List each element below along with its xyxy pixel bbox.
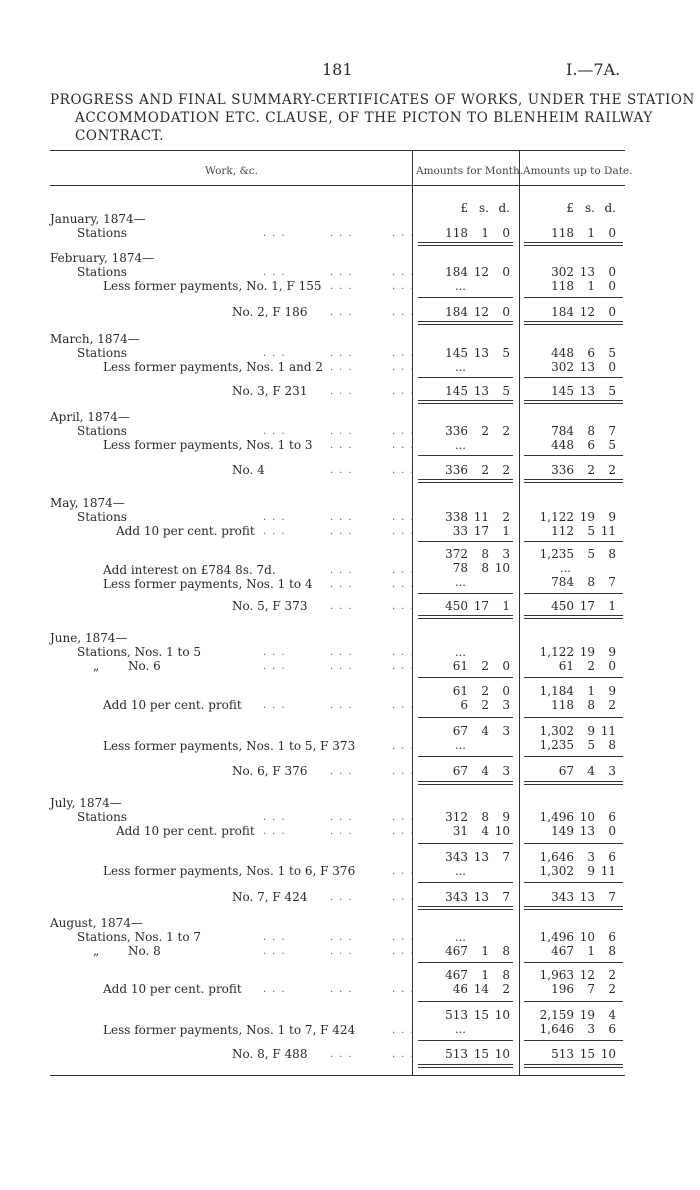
leader-dots: ... [392, 228, 420, 239]
subtotal-rule [418, 717, 513, 718]
total-rule [524, 784, 623, 785]
subtotal-rule [418, 756, 513, 757]
leader-dots: ... [330, 440, 358, 451]
amount-month: 145 13 5 [445, 346, 510, 360]
total-rule [524, 479, 623, 480]
total-rule [418, 1064, 513, 1065]
certificate-label: No. 4 [232, 463, 265, 477]
total-rule [418, 781, 513, 782]
leader-dots: ... [392, 426, 420, 437]
month-heading: March, 1874— [50, 332, 140, 346]
leader-dots: ... [392, 281, 420, 292]
leader-dots: ... [392, 1025, 420, 1036]
leader-dots: ... [330, 267, 358, 278]
leader-dots: ... [330, 700, 358, 711]
leader-dots: ... [392, 601, 420, 612]
leader-dots: ... [392, 386, 420, 397]
leader-dots: ... [263, 526, 291, 537]
leader-dots: ... [392, 465, 420, 476]
amount-to-date: 1,963 12 2 [539, 968, 616, 982]
subtotal-rule [524, 297, 623, 298]
leader-dots: ... [392, 866, 420, 877]
certificate-amount-to-date: 67 4 3 [558, 764, 616, 778]
nil-entry: ... [455, 575, 466, 589]
row-label: Add 10 per cent. profit [116, 524, 255, 538]
subtotal-rule [524, 541, 623, 542]
leader-dots: ... [330, 281, 358, 292]
amount-to-date: 2,159 19 4 [539, 1008, 616, 1022]
subtotal-rule [418, 377, 513, 378]
certificate-amount-month: 343 13 7 [445, 890, 510, 904]
amount-to-date: 784 8 7 [551, 575, 616, 589]
row-label: Stations [77, 424, 127, 438]
row-label: Less former payments, Nos. 1 to 4 [103, 577, 313, 591]
amount-month: 61 2 0 [452, 684, 510, 698]
month-heading: January, 1874— [50, 212, 146, 226]
amount-to-date: 149 13 0 [551, 824, 616, 838]
subtotal-rule [524, 377, 623, 378]
nil-entry: ... [455, 738, 466, 752]
leader-dots: ... [392, 348, 420, 359]
leader-dots: ... [392, 812, 420, 823]
leader-dots: ... [330, 348, 358, 359]
month-heading: July, 1874— [50, 796, 122, 810]
amount-month: 513 15 10 [445, 1008, 510, 1022]
leader-dots: ... [392, 766, 420, 777]
amount-month: 372 8 3 [445, 547, 510, 561]
title-line-2: ACCOMMODATION ETC. CLAUSE, OF THE PICTON TO BLENHEIM RAILWAY [75, 110, 653, 126]
certificate-amount-month: 67 4 3 [452, 764, 510, 778]
certificate-amount-month: 450 17 1 [445, 599, 510, 613]
leader-dots: ... [263, 812, 291, 823]
amount-to-date: 112 5 11 [551, 524, 616, 538]
row-label: Add 10 per cent. profit [103, 982, 242, 996]
certificate-label: No. 2, F 186 [232, 305, 308, 319]
paper-reference: I.—7A. [566, 60, 621, 79]
total-rule [418, 403, 513, 404]
certificate-label: No. 5, F 373 [232, 599, 308, 613]
leader-dots: ... [392, 661, 420, 672]
subtotal-rule [418, 541, 513, 542]
leader-dots: ... [263, 700, 291, 711]
leader-dots: ... [330, 362, 358, 373]
total-rule [524, 1067, 623, 1068]
amount-to-date: 1,302 9 11 [539, 724, 616, 738]
leader-dots: ... [330, 661, 358, 672]
leader-dots: ... [263, 984, 291, 995]
row-label: Add 10 per cent. profit [103, 698, 242, 712]
total-rule [418, 400, 513, 401]
subtotal-rule [524, 1001, 623, 1002]
leader-dots: ... [263, 932, 291, 943]
subtotal-rule [418, 1001, 513, 1002]
row-label: Less former payments, Nos. 1 to 7, F 424 [103, 1023, 356, 1037]
amount-to-date: 784 8 7 [551, 424, 616, 438]
row-label: Stations [77, 265, 127, 279]
page-number: 181 [322, 60, 353, 79]
leader-dots: ... [263, 348, 291, 359]
certificate-label: No. 8, F 488 [232, 1047, 308, 1061]
certificate-amount-to-date: 184 12 0 [551, 305, 616, 319]
amount-month: 467 1 8 [445, 968, 510, 982]
total-rule [418, 615, 513, 616]
leader-dots: ... [330, 386, 358, 397]
leader-dots: ... [263, 661, 291, 672]
row-label: Add 10 per cent. profit [116, 824, 255, 838]
leader-dots: ... [392, 826, 420, 837]
title-line-1: PROGRESS AND FINAL SUMMARY-CERTIFICATES OF WORKS, UNDER THE STATION [50, 92, 695, 108]
amount-to-date: 196 7 2 [551, 982, 616, 996]
amount-to-date: 1,235 5 8 [539, 547, 616, 561]
row-label: Stations, Nos. 1 to 5 [77, 645, 202, 659]
amount-to-date: 118 1 0 [551, 279, 616, 293]
amount-month: 46 14 2 [452, 982, 510, 996]
leader-dots: ... [330, 526, 358, 537]
leader-dots: ... [392, 267, 420, 278]
column-header-work: Work, &c. [205, 165, 259, 177]
total-rule [524, 324, 623, 325]
total-rule [418, 482, 513, 483]
amount-to-date: 467 1 8 [551, 944, 616, 958]
total-rule [524, 400, 623, 401]
total-rule [524, 618, 623, 619]
amount-month: 336 2 2 [445, 424, 510, 438]
amount-to-date: 1,235 5 8 [539, 738, 616, 752]
amount-to-date: 1,184 1 9 [539, 684, 616, 698]
certificate-amount-to-date: 145 13 5 [551, 384, 616, 398]
subtotal-rule [524, 843, 623, 844]
row-label: Less former payments, Nos. 1 and 2 [103, 360, 324, 374]
currency-head-month: £ s. d. [460, 201, 510, 215]
certificate-amount-month: 513 15 10 [445, 1047, 510, 1061]
leader-dots: ... [330, 1049, 358, 1060]
nil-entry: ... [455, 645, 466, 659]
total-rule [524, 242, 623, 243]
amount-month: 31 4 10 [452, 824, 510, 838]
leader-dots: ... [263, 946, 291, 957]
leader-dots: ... [263, 267, 291, 278]
subtotal-rule [524, 1040, 623, 1041]
column-header-date: Amounts up to Date. [523, 165, 633, 177]
subtotal-rule [418, 593, 513, 594]
total-rule [418, 242, 513, 243]
month-heading: May, 1874— [50, 496, 125, 510]
subtotal-rule [418, 843, 513, 844]
month-heading: June, 1874— [50, 631, 128, 645]
amount-to-date: 1,122 19 9 [539, 510, 616, 524]
leader-dots: ... [392, 579, 420, 590]
leader-dots: ... [330, 579, 358, 590]
amount-month: 67 4 3 [452, 724, 510, 738]
leader-dots: ... [330, 826, 358, 837]
leader-dots: ... [263, 228, 291, 239]
total-rule [524, 245, 623, 246]
total-rule [418, 784, 513, 785]
amount-month: 6 2 3 [460, 698, 510, 712]
leader-dots: ... [330, 601, 358, 612]
table-top-rule [50, 150, 625, 151]
total-rule [418, 324, 513, 325]
amount-to-date: 448 6 5 [551, 346, 616, 360]
total-rule [418, 909, 513, 910]
amount-month: 338 11 2 [445, 510, 510, 524]
leader-dots: ... [330, 512, 358, 523]
amount-to-date: 1,302 9 11 [539, 864, 616, 878]
month-heading: April, 1874— [50, 410, 130, 424]
certificate-amount-to-date: 513 15 10 [551, 1047, 616, 1061]
leader-dots: ... [330, 946, 358, 957]
amount-month: 467 1 8 [445, 944, 510, 958]
total-rule [418, 321, 513, 322]
subtotal-rule [524, 677, 623, 678]
amount-to-date: 302 13 0 [551, 360, 616, 374]
column-header-month: Amounts for Month. [416, 165, 524, 177]
total-rule [524, 615, 623, 616]
nil-entry: ... [455, 864, 466, 878]
row-label: Stations [77, 510, 127, 524]
title-line-3: CONTRACT. [75, 128, 165, 144]
month-heading: February, 1874— [50, 251, 155, 265]
leader-dots: ... [330, 565, 358, 576]
leader-dots: ... [263, 512, 291, 523]
leader-dots: ... [392, 700, 420, 711]
nil-entry: ... [560, 561, 571, 575]
total-rule [524, 781, 623, 782]
leader-dots: ... [330, 984, 358, 995]
ditto-mark: „ [93, 944, 100, 958]
currency-head-date: £ s. d. [566, 201, 616, 215]
header-rule [50, 185, 625, 186]
total-rule [524, 403, 623, 404]
leader-dots: ... [392, 1049, 420, 1060]
subtotal-rule [524, 882, 623, 883]
month-heading: August, 1874— [50, 916, 143, 930]
row-label: Stations [77, 226, 127, 240]
row-label: Less former payments, Nos. 1 to 6, F 376 [103, 864, 356, 878]
leader-dots: ... [392, 984, 420, 995]
subtotal-rule [418, 455, 513, 456]
leader-dots: ... [330, 932, 358, 943]
certificate-amount-month: 336 2 2 [445, 463, 510, 477]
nil-entry: ... [455, 1022, 466, 1036]
column-divider-right [519, 150, 520, 1075]
certificate-amount-month: 145 13 5 [445, 384, 510, 398]
leader-dots: ... [330, 465, 358, 476]
subtotal-rule [418, 677, 513, 678]
row-label: Add interest on £784 8s. 7d. [103, 563, 276, 577]
leader-dots: ... [330, 426, 358, 437]
total-rule [524, 906, 623, 907]
nil-entry: ... [455, 930, 466, 944]
row-label: Stations [77, 810, 127, 824]
total-rule [524, 321, 623, 322]
total-rule [418, 245, 513, 246]
amount-to-date: 1,496 10 6 [539, 810, 616, 824]
subtotal-rule [418, 297, 513, 298]
row-label: Stations, Nos. 1 to 7 [77, 930, 202, 944]
table-bottom-rule [50, 1075, 625, 1076]
certificate-label: No. 7, F 424 [232, 890, 308, 904]
amount-month: 61 2 0 [452, 659, 510, 673]
amount-to-date: 61 2 0 [558, 659, 616, 673]
total-rule [524, 482, 623, 483]
leader-dots: ... [263, 826, 291, 837]
leader-dots: ... [392, 440, 420, 451]
subtotal-rule [418, 1040, 513, 1041]
amount-to-date: 1,646 3 6 [539, 1022, 616, 1036]
leader-dots: ... [263, 647, 291, 658]
amount-month: 118 1 0 [445, 226, 510, 240]
subtotal-rule [524, 593, 623, 594]
subtotal-rule [524, 717, 623, 718]
certificate-label: No. 3, F 231 [232, 384, 308, 398]
leader-dots: ... [330, 766, 358, 777]
row-label: No. 6 [128, 659, 161, 673]
leader-dots: ... [392, 946, 420, 957]
leader-dots: ... [392, 892, 420, 903]
subtotal-rule [524, 455, 623, 456]
leader-dots: ... [392, 362, 420, 373]
amount-month: 184 12 0 [445, 265, 510, 279]
leader-dots: ... [392, 526, 420, 537]
leader-dots: ... [392, 565, 420, 576]
amount-month: 78 8 10 [452, 561, 510, 575]
row-label: Less former payments, Nos. 1 to 5, F 373 [103, 739, 356, 753]
certificate-label: No. 6, F 376 [232, 764, 308, 778]
amount-to-date: 1,496 10 6 [539, 930, 616, 944]
amount-month: 33 17 1 [452, 524, 510, 538]
leader-dots: ... [392, 932, 420, 943]
nil-entry: ... [455, 360, 466, 374]
nil-entry: ... [455, 438, 466, 452]
leader-dots: ... [330, 228, 358, 239]
total-rule [418, 618, 513, 619]
nil-entry: ... [455, 279, 466, 293]
leader-dots: ... [392, 512, 420, 523]
amount-to-date: 118 8 2 [551, 698, 616, 712]
certificate-amount-to-date: 336 2 2 [551, 463, 616, 477]
amount-to-date: 448 6 5 [551, 438, 616, 452]
row-label: No. 8 [128, 944, 161, 958]
subtotal-rule [524, 756, 623, 757]
amount-month: 343 13 7 [445, 850, 510, 864]
total-rule [418, 479, 513, 480]
leader-dots: ... [330, 307, 358, 318]
leader-dots: ... [392, 307, 420, 318]
certificate-amount-to-date: 450 17 1 [551, 599, 616, 613]
subtotal-rule [418, 882, 513, 883]
ditto-mark: „ [93, 659, 100, 673]
total-rule [524, 1064, 623, 1065]
subtotal-rule [524, 962, 623, 963]
leader-dots: ... [392, 647, 420, 658]
amount-to-date: 1,122 19 9 [539, 645, 616, 659]
row-label: Stations [77, 346, 127, 360]
leader-dots: ... [330, 812, 358, 823]
total-rule [418, 1067, 513, 1068]
certificate-amount-to-date: 343 13 7 [551, 890, 616, 904]
amount-to-date: 1,646 3 6 [539, 850, 616, 864]
total-rule [418, 906, 513, 907]
leader-dots: ... [263, 426, 291, 437]
total-rule [524, 909, 623, 910]
amount-to-date: 118 1 0 [551, 226, 616, 240]
row-label: Less former payments, No. 1, F 155 [103, 279, 322, 293]
leader-dots: ... [330, 892, 358, 903]
amount-month: 312 8 9 [445, 810, 510, 824]
certificate-amount-month: 184 12 0 [445, 305, 510, 319]
subtotal-rule [418, 962, 513, 963]
leader-dots: ... [330, 647, 358, 658]
row-label: Less former payments, Nos. 1 to 3 [103, 438, 313, 452]
amount-to-date: 302 13 0 [551, 265, 616, 279]
leader-dots: ... [392, 741, 420, 752]
